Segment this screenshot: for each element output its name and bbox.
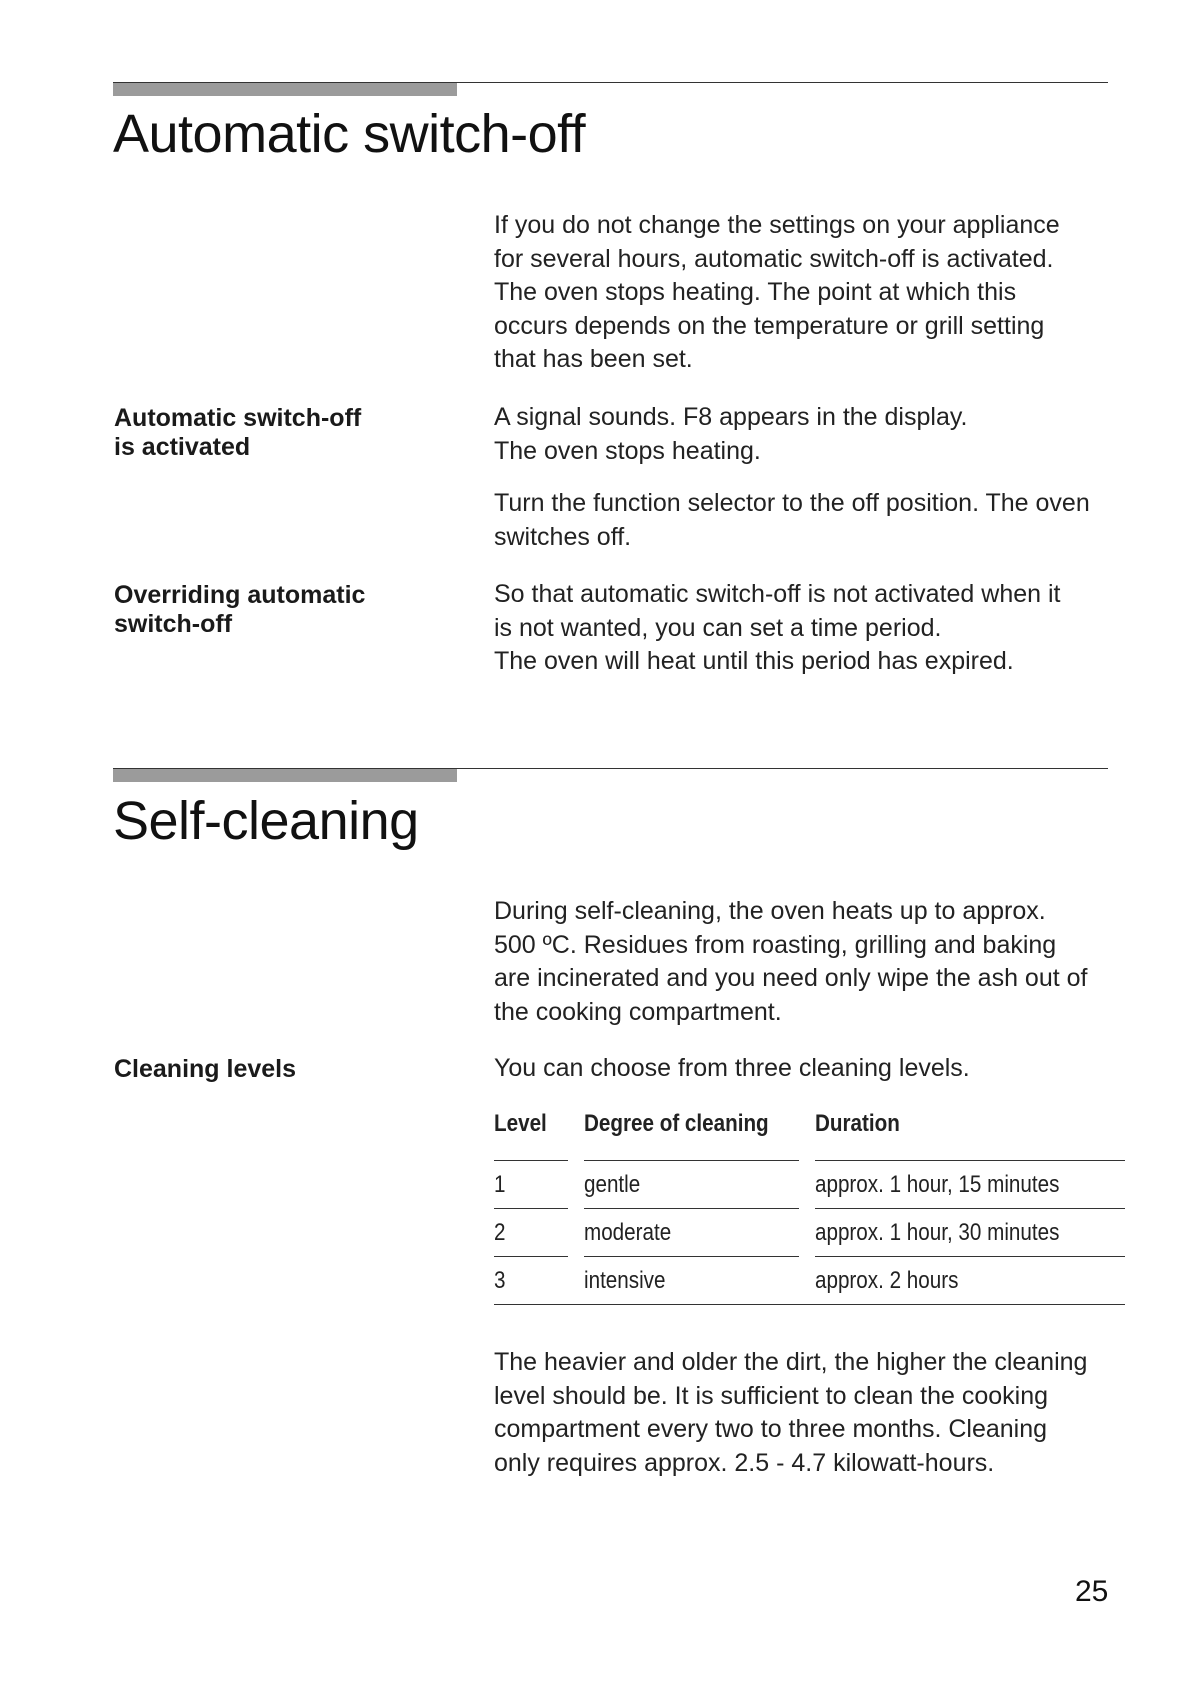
label-cleaning-levels: Cleaning levels — [114, 1055, 297, 1083]
overriding-switch-off-text: So that automatic switch-off is not activated when it is not wanted, you can set a time period. The oven will heat until this period has expired. — [494, 580, 1061, 675]
cleaning-levels-table — [494, 1110, 1125, 1305]
switch-off-activated-text: A signal sounds. F8 appears in the display. The oven stops heating. — [494, 403, 968, 465]
section-rule-automatic-switch-off — [113, 82, 1108, 83]
self-cleaning-intro: During self-cleaning, the oven heats up to approx. 500 ºC. Residues from roasting, grilling and baking are incinerated and you need only wipe the ash out of the cooking compartment. — [494, 897, 1088, 1026]
label-switch-off-activated: Automatic switch-off is activated — [114, 404, 362, 461]
header-degree-of-cleaning: Degree of cleaning — [584, 1110, 769, 1161]
heading-self-cleaning: Self-cleaning — [113, 791, 419, 851]
section-rule-self-cleaning — [113, 768, 1108, 769]
cleaning-levels-outro: The heavier and older the dirt, the higher the cleaning level should be. It is sufficient to clean the cooking compartment every two to three months. Cleaning only requires approx. 2.5 - 4.7 kilowatt-hours. — [494, 1348, 1088, 1477]
section-bar-self-cleaning — [113, 769, 457, 782]
cleaning-levels-intro: You can choose from three cleaning levels. — [494, 1054, 970, 1082]
automatic-switch-off-intro: If you do not change the settings on your appliance for several hours, automatic switch-off is activated. The oven stops heating. The point at which this occurs depends on the temperature or grill setting that has been set. — [494, 211, 1060, 373]
table-row — [494, 1257, 1125, 1305]
table-row — [494, 1209, 1125, 1257]
switch-off-activated-instruction: Turn the function selector to the off position. The oven switches off. — [494, 489, 1090, 551]
cell-degree: gentle — [584, 1161, 799, 1209]
header-level: Level — [494, 1110, 558, 1161]
cell-duration: approx. 2 hours — [815, 1257, 1125, 1305]
label-overriding-switch-off: Overriding automatic switch-off — [114, 581, 366, 638]
header-duration: Duration — [815, 1110, 1082, 1161]
table-header-row — [494, 1110, 1125, 1161]
cell-degree: moderate — [584, 1209, 799, 1257]
heading-automatic-switch-off: Automatic switch-off — [113, 104, 586, 164]
table-row — [494, 1161, 1125, 1209]
page-number: 25 — [1075, 1575, 1109, 1608]
cell-level: 2 — [494, 1209, 568, 1257]
cell-degree: intensive — [584, 1257, 799, 1305]
cell-level: 1 — [494, 1161, 568, 1209]
cell-level: 3 — [494, 1257, 568, 1305]
cell-duration: approx. 1 hour, 30 minutes — [815, 1209, 1125, 1257]
cell-duration: approx. 1 hour, 15 minutes — [815, 1161, 1125, 1209]
section-bar-automatic-switch-off — [113, 83, 457, 96]
